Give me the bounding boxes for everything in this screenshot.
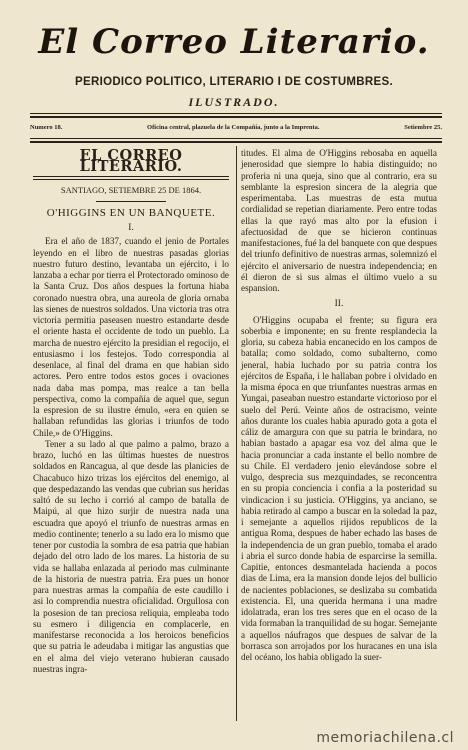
paper-heading: EL CORREO LITERARIO. [79,147,183,176]
dateline: SANTIAGO, SETIEMBRE 25 DE 1864. [60,184,202,195]
left-column [33,148,229,675]
header-rule [30,138,442,139]
paragraph: O'Higgins ocupaba el frente; su figura era soberbia e imponente; en su frente resplandecia la gloria, su cabeza habia encanecido en los campos de batalla; como soldado, como subalterno, como jeneral, habia luchado por su patria contra los ejércitos de España, i le hallaban pobre i olvidado en la misma época en que triunfantes nuestras armas en Yungai, paseaban nuestro estandarte victorioso por el suelo del Perú. Veinte años de ostracismo, veinte años durante los cuales habia apurado gota a gota el cáliz de amargura con que su patria le brindara, no habian bastado a apagar esa voz del alma que le hacia pronunciar a cada instante el bello nombre de su Chile. El verdadero jenio elevándose sobre el vulgo, desprecia sus mezquindades, se reconcentra en su propia conciencia i confia a la posteridad su vindicacion i su justicia. O'Higgins, ya anciano, se habia retirado al campo a buscar en la soledad la paz, i semejante a aquellos rijidos republicos de la antigua Roma, despues de haber echado las bases de la independencia de un gran pueblo, tomaba el arado i abria el surco donde habia de esparcirse la semilla. Capitie, entonces desmantelada hacienda a pocos dias de Lima, era la mansion donde lejos del bullicio de nacientes poblaciones, se deslizaba su combatida existencia. El, una querida hermana i una madre idolatrada, eran los tres seres que en el ocaso de la vida formaban la tranquilidad de su hogar. Semejante a aquellos náufragos que despues de salvar de la borrasca son arrojados por los huracanes en una isla del océano, los habia obligado la suer- [241,314,437,662]
short-rule [96,201,166,202]
right-column [241,148,437,663]
masthead-illustrated: ILUSTRADO. [188,95,280,109]
paragraph: Tener a su lado al que palmo a palmo, brazo a brazo, luchó en las últimas huestes de nuestros soldados en Rancagua, al que desde las planicies de Chacabuco hizo trizas los ejércitos del enemigo, al que despedazando las vendas que cubrian sus heridas saltó de su lecho i corrió al campo de batalla de Maipú, al que hizo surjir de nuestra nada una escuadra que apoyó el triunfo de nuestras armas en medio continente; tenerlo a su lado era lo mismo que tener por custodia la sombra de esa patria que habian dejado del otro lado de los mares. La historia de su vida se hallaba enlazada al periodo mas culminante de la historia de nuestra patria. Era pues un honor para nuestras armas la compañía de este caudillo i asi lo comprendia nuestra oficialidad. Orgullosa con la posesion de tan preciosa reliquia, empleaba todo su esmero i diligencia en complacerle, en manifestarse reconocida a los heroicos beneficios que su patria le adeudaba i mitigar las angustias que en el alma del viejo veterano hubieran causado nuestras ingra- [33,438,229,674]
heading-rule [33,176,229,180]
issue-number: Numero 18. [30,124,63,131]
header-rule [30,141,442,143]
column-separator [236,146,237,721]
office-address: Oficina central, plazuela de la Compañía, junto a la Imprenta. [147,124,320,131]
header-rule [30,116,442,118]
section-number: II. [334,299,344,310]
paragraph: Era el año de 1837, cuando el jenio de Portales leyendo en el libro de nuestras pasadas glorias nuestro futuro destino, levantaba un ejército, i lo lanzaba a echar por tierra el Protectorado ominoso de la Santa Cruz. Dos años despues la fortuna hiaba coronado nuestra obra, una aureola de gloria ornaba las sienes de nuestros soldados. Una victoria tras otra victoria permitia paseasen nuestro estandarte desde el oriente hasta el occidente de todo un pueblo. La marcha de nuestro ejército la presidian el regocijo, el entusiasmo i los festejos. Todo correspondia al desenlace, al final del drama en que habian sido actores. Pero entre todos estos goces i ovaciones nada daba mas pompa, mas realce a tan bella perspectiva, como la compañía de aquel que, segun la espresion de su ilustre émulo, «era en quien se hallaban refundidas las glorias i triunfos de todo Chile,» de O'Higgins. [33,236,229,438]
paragraph: titudes. El alma de O'Higgins rebosaba en aquella jenerosidad que siempre lo habia distinguido; no proferia ni una queja, sino que al contrario, era su semblante la espresion sincera de la alegria que esperimentaba. Las muestras de esta mutua cordialidad se repetian diariamente. Pero entre todas ellas la que rayó mas alto por la efusion i afectuosidad de que se hicieron continuas manifestaciones, fué la del banquete con que despues del triunfo definitivo de nuestras armas, solemnizó el ejército el aniversario de nuestra independencia; en él dieron de si sus almas el último vuelo a su espansion. [241,148,437,293]
info-bar [30,124,442,131]
masthead-subtitle: PERIODICO POLITICO, LITERARIO I DE COSTUMBRES. [75,76,393,88]
section-number: I. [128,223,134,233]
masthead-title: El Correo Literario. [38,22,430,62]
article-title: O'HIGGINS EN UN BANQUETE. [46,206,216,219]
watermark: memoriachilena.cl [316,730,454,746]
header-rule [30,113,442,114]
issue-date: Setiembre 25. [404,124,442,131]
